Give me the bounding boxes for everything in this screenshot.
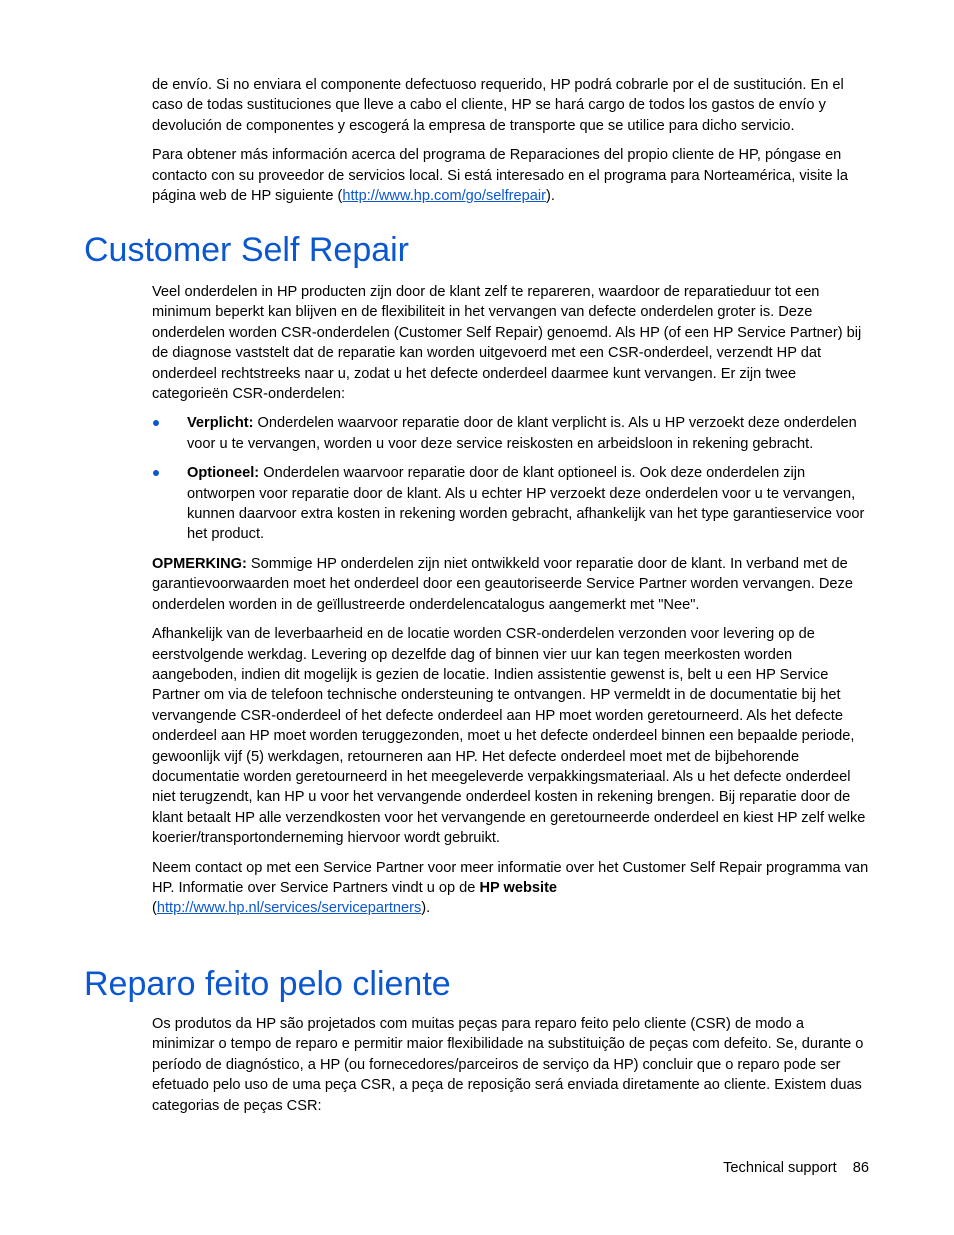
dutch-intro: Veel onderdelen in HP producten zijn door de klant zelf te repareren, waardoor de reparatieduur tot een minimum beperkt kan blijven en de flexibiliteit in het vervangen van defecte onderdelen groter is. Deze onderdelen worden CSR-onderdelen (Customer Self Repair) genoemd. Als HP (of een HP Service Partner) bij de diagnose vaststelt dat de reparatie kan worden uitgevoerd met een CSR-onderdeel, verzendt HP dat onderdeel rechtstreeks naar u, zodat u het defecte onderdeel daarmee kunt vervangen. Er zijn twee categorieën CSR-onderdelen: [152,284,862,403]
bullet-term: Verplicht: [187,415,254,432]
spanish-paragraph-1: de envío. Si no enviara el componente defectuoso requerido, HP podrá cobrarle por el de sustitución. En el caso de todas sustituciones que lleve a cabo el cliente, HP se hará cargo de todos los gastos de envío y devolución de componentes y escogerá la empresa de transporte que se utilice para dicho servicio. [152,77,844,134]
heading-customer-self-repair: Customer Self Repair [84,231,410,269]
spanish-section [152,75,870,206]
contact-paragraph: Neem contact op met een Service Partner voor meer informatie over het Customer Self Repair programma van HP. Informatie over Service Partners vindt u op de HP website (http://www.hp.nl/services/servicepartners). [152,859,869,917]
bullet-text: Onderdelen waarvoor reparatie door de klant verplicht is. Als u HP verzoekt deze onderdelen voor u te vervangen, worden u voor deze service reiskosten en arbeidsloon in rekening gebracht. [187,415,857,452]
bullet-text: Onderdelen waarvoor reparatie door de klant optioneel is. Ook deze onderdelen zijn ontworpen voor reparatie door de klant. Als u echter HP verzoekt deze onderdelen voor u te vervangen, kunnen daarvoor extra kosten in rekening worden gebracht, afhankelijk van het type garantieservice voor het product. [187,465,865,543]
contact-text: Neem contact op met een Service Partner voor meer informatie over het Customer Self Repair programma van HP. Informatie over Service Partners vindt u op de [152,859,869,896]
bullet-term: Optioneel: [187,465,260,482]
page-number: 86 [852,1160,869,1176]
list-item-optioneel [152,463,870,545]
heading-reparo-feito-pelo-cliente: Reparo feito pelo cliente [84,965,451,1003]
portuguese-intro: Os produtos da HP são projetados com muitas peças para reparo feito pelo cliente (CSR) de modo a minimizar o tempo de reparo e permitir maior flexibilidade na substituição de peças com defeito. Se, durante o período de diagnóstico, a HP (ou fornecedores/parceiros de serviço da HP) concluir que o reparo pode ser efetuado pelo uso de uma peça CSR, a peça de reposição será enviada diretamente ao cliente. Existem duas categorias de peças CSR: [152,1016,864,1114]
selfrepair-link[interactable]: http://www.hp.com/go/selfrepair [342,188,546,205]
spanish-paragraph-2 [152,145,870,206]
spanish-paragraph-2-end: ). [545,188,555,205]
availability-paragraph: Afhankelijk van de leverbaarheid en de locatie worden CSR-onderdelen verzonden voor levering op de eerstvolgende werkdag. Levering op dezelfde dag of binnen vier uur kan tegen meerkosten worden aangeboden, indien dit mogelijk is gezien de locatie. Indien assistentie gewenst is, belt u een HP Service Partner om via de telefoon technische ondersteuning te ontvangen. HP vermeldt in de documentatie bij het vervangende CSR-onderdeel of het defecte onderdeel aan HP moet worden geretourneerd. Als het defecte onderdeel aan HP moet worden teruggezonden, moet u het defecte onderdeel binnen een bepaalde periode, gewoonlijk vijf (5) werkdagen, retourneren aan HP. Het defecte onderdeel moet met de bijbehorende documentatie worden geretourneerd in het meegeleverde verpakkingsmateriaal. Als u het defecte onderdeel niet terugzendt, kan HP u voor het vervangende onderdeel kosten in rekening brengen. Bij reparatie door de klant betaalt HP alle verzendkosten voor het vervangende en geretourneerde onderdeel en kiest HP zelf welke koerier/transportonderneming hiervoor wordt gebruikt. [152,626,866,847]
note-label: OPMERKING: [152,555,247,572]
spanish-paragraph-2-text: Para obtener más información acerca del programa de Reparaciones del propio cliente de HP, póngase en contacto con su proveedor de servicios local. Si está interesado en el programa para Norteamérica, visite la página web de HP siguiente ( [152,147,848,205]
page-footer [723,1158,869,1178]
contact-bold: HP website [479,879,558,896]
dutch-section [152,282,870,919]
note-paragraph [152,554,870,615]
bullet-icon [153,420,159,426]
servicepartners-link[interactable]: http://www.hp.nl/services/servicepartners [156,900,422,917]
note-text: Sommige HP onderdelen zijn niet ontwikkeld voor reparatie door de klant. In verband met de garantievoorwaarden moet het onderdeel door een geautoriseerde Service Partner worden vervangen. Deze onderdelen worden in de geïllustreerde onderdelencatalogus aangemerkt met "Nee". [152,555,853,613]
footer-section: Technical support [723,1160,837,1176]
contact-end: ). [421,900,431,917]
portuguese-section [152,1014,870,1116]
bullet-icon [153,470,159,476]
list-item-verplicht [152,413,870,454]
